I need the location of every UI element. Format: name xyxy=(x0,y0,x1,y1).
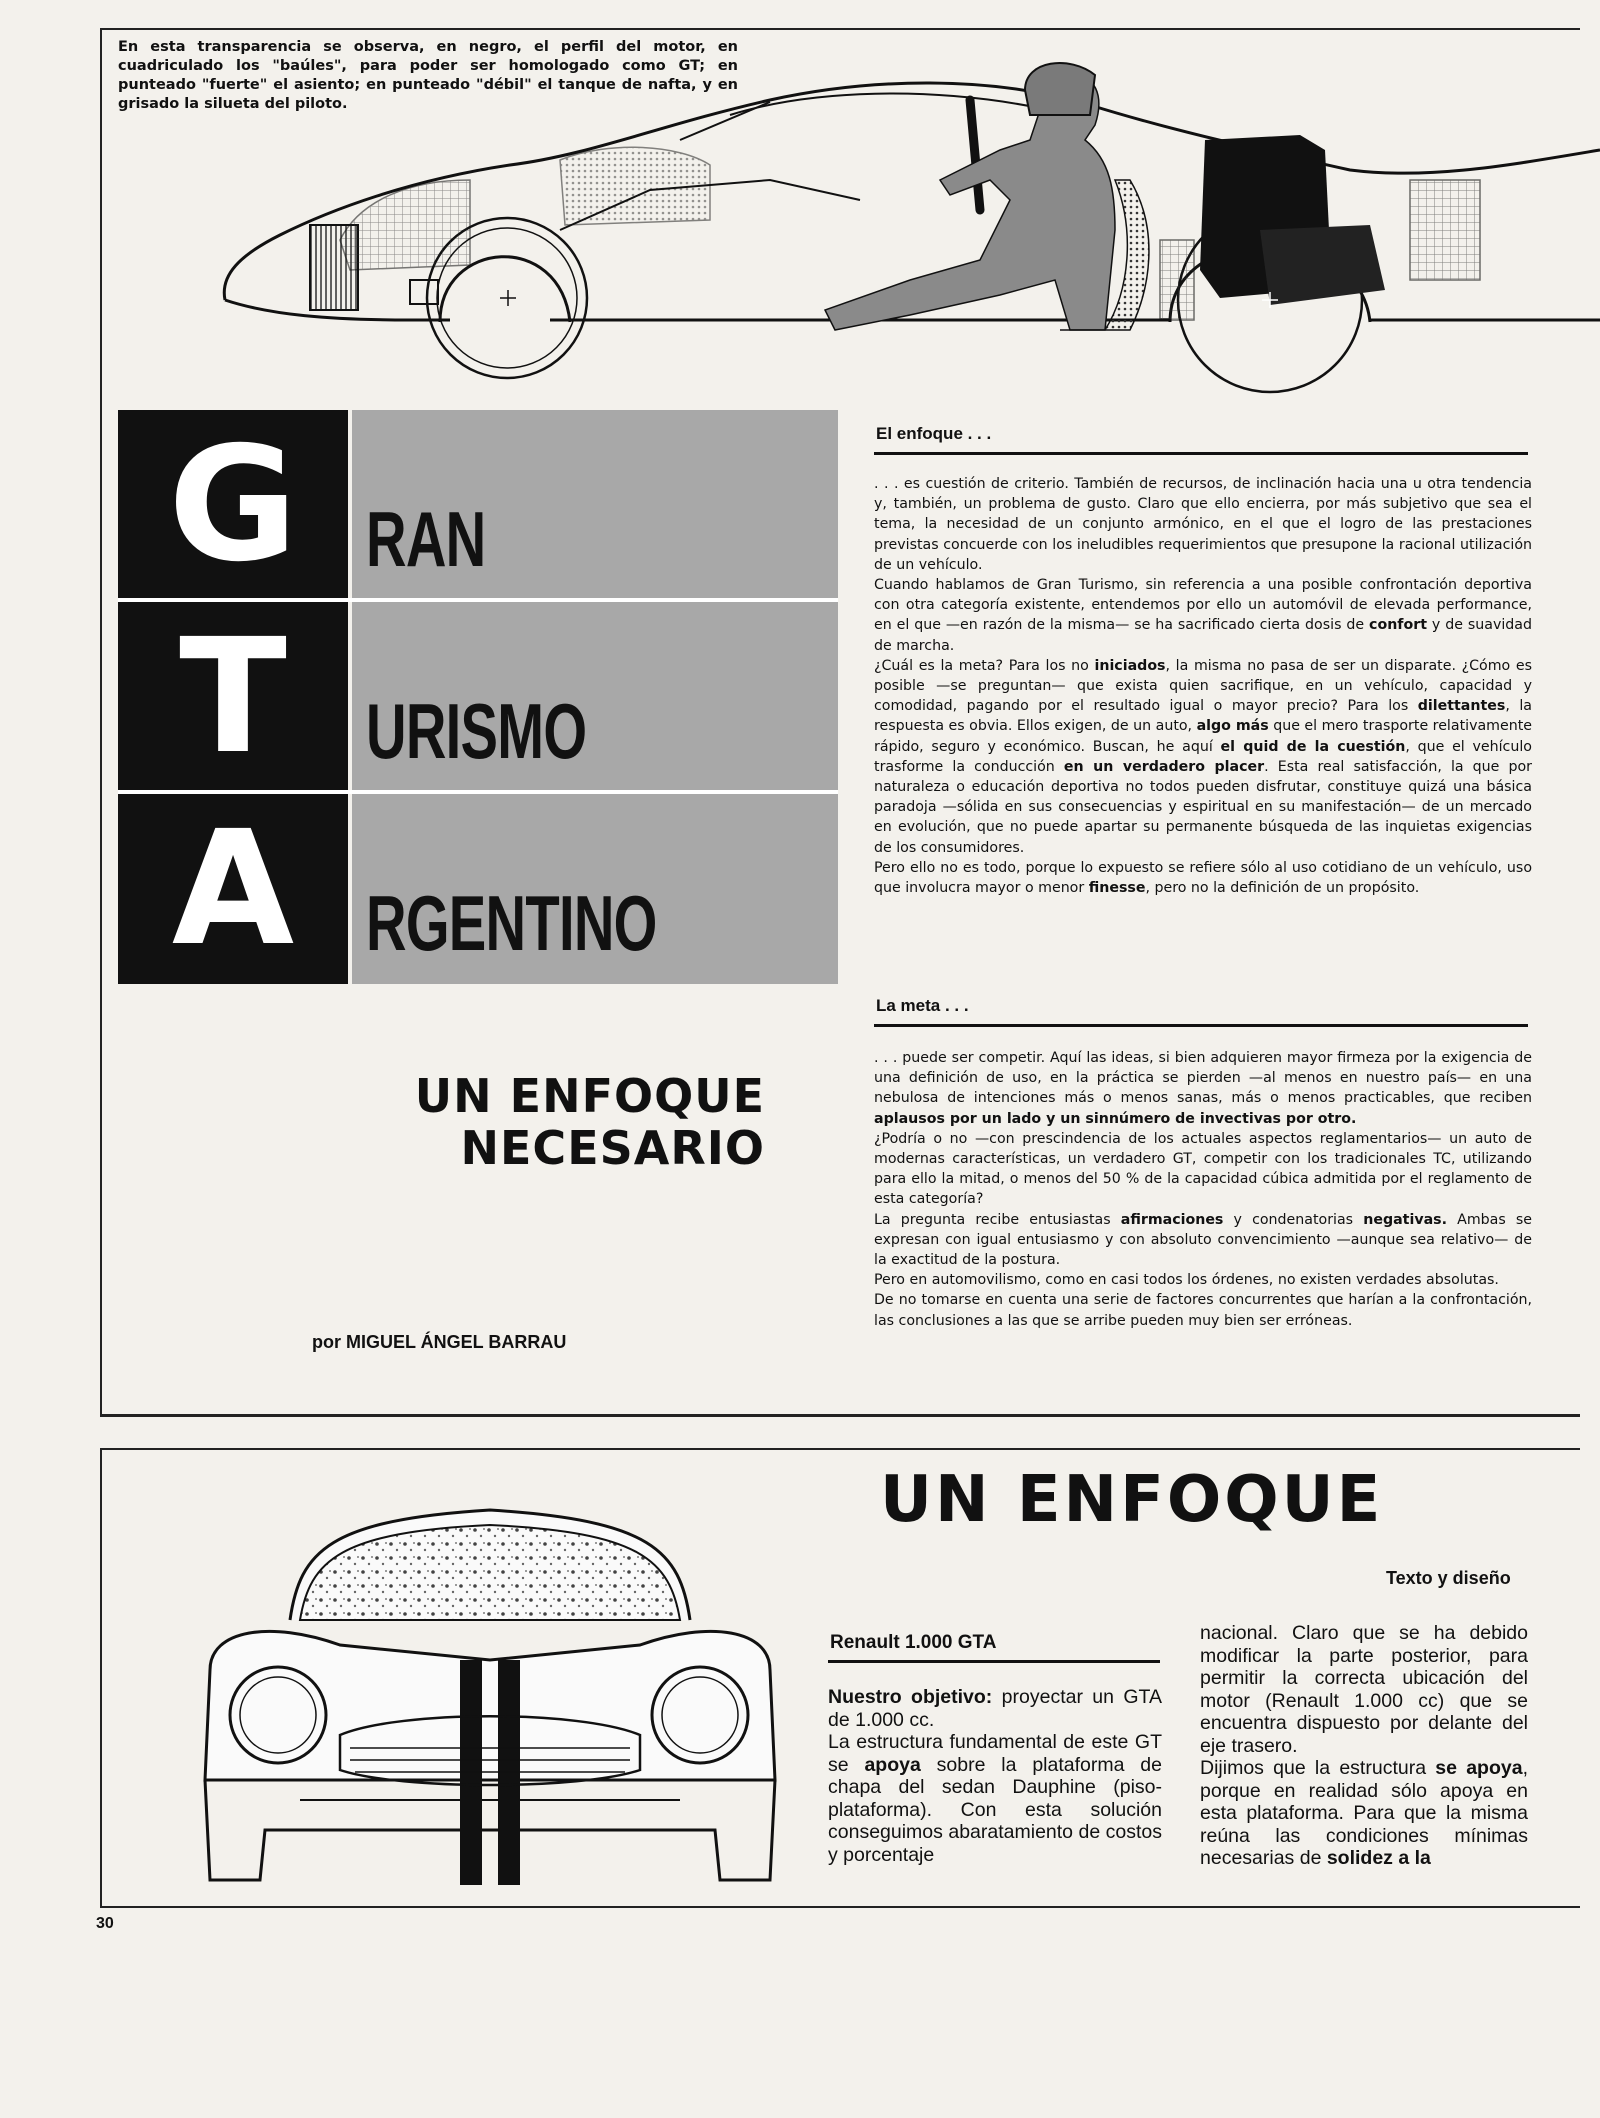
car-cutaway-illustration xyxy=(210,30,1600,420)
bottom-column-1 xyxy=(828,1686,1162,1866)
title-letter-g: G xyxy=(168,413,298,597)
subtitle-line-1: UN ENFOQUE xyxy=(414,1069,765,1123)
title-letter-cell xyxy=(118,794,348,984)
enfoque-paragraph-2: Cuando hablamos de Gran Turismo, sin referencia a una posible confrontación deportiva con otra categoría existente, entendemos por ello un automóvil de elevada performance, en el que —en razón de la misma— se ha sacrificado cierta dosis de confort y de suavidad de marcha. xyxy=(874,577,1533,654)
renault-heading-rule xyxy=(828,1660,1160,1663)
meta-paragraph-2: ¿Podría o no —con prescindencia de los actuales aspectos reglamentarios— un auto de modernas características, un verdadero GT, competir con los tradicionales TC, utilizando para ello la mitad, o menos del 50 % de la capacidad cúbica admitida por el reglamento de esta categoría? xyxy=(874,1130,1532,1208)
column-1-paragraph-2: La estructura fundamental de este GT se apoya sobre la plataforma de chapa del sedan Dauphine (piso-plataforma). Con esta solución conseguimos abaratamiento de costos y porcentaje xyxy=(828,1731,1162,1866)
column-2-paragraph-1: nacional. Claro que se ha debido modificar la parte posterior, para permitir la correcta ubicación del motor (Renault 1.000 cc) que se encuentra dispuesto por delante del eje trasero. xyxy=(1200,1622,1528,1757)
enfoque-heading-rule xyxy=(874,452,1528,455)
article-subtitle xyxy=(240,1070,765,1174)
meta-paragraph-3: La pregunta recibe entusiastas afirmaciones y condenatorias negativas. Ambas se expresan con igual entusiasmo y con absoluto convencimiento —aunque sea relativo— de la exactitud de la postura. xyxy=(874,1211,1533,1269)
section-divider-line xyxy=(100,1414,1580,1417)
title-letter-a: A xyxy=(171,797,295,981)
title-letter-t: T xyxy=(179,605,287,789)
subtitle-line-2: NECESARIO xyxy=(460,1121,765,1175)
meta-paragraph-4: Pero en automovilismo, como en casi todos los órdenes, no existen verdades absolutas. xyxy=(874,1272,1499,1289)
column-2-paragraph-2: Dijimos que la estructura se apoya, porque en realidad sólo apoya en esta plataforma. Para que la misma reúna las condiciones mínimas necesarias de solidez a la xyxy=(1200,1757,1528,1869)
title-word-cell xyxy=(352,410,838,600)
enfoque-heading: El enfoque . . . xyxy=(876,424,992,443)
enfoque-paragraph-3: ¿Cuál es la meta? Para los no iniciados, la misma no pasa de ser un disparate. ¿Cómo es posible —se preguntan— que exista quien sacrifique, en un vehículo, capacidad y comodidad, pagando por el resultado igual o mayor precio? Para los dilettantes, la respuesta es obvia. Ellos exigen, de un auto, algo más que el mero trasporte relativamente rápido, seguro y económico. Buscan, he aquí el quid de la cuestión, que el vehículo trasforme la conducción en un verdadero placer. Esta real satisfacción, la que por naturaleza o educación deportiva no todos pueden disfrutar, constituye quizá una básica paradoja —sólida en sus consecuencias y espiritual en su manifestación— de un mercado en evolución, que no puede apartar su permanente búsqueda de las inquietas exigencias de los consumidores. xyxy=(874,657,1533,856)
meta-paragraph-1: . . . puede ser competir. Aquí las ideas, si bien adquieren mayor firmeza por la exigencia de una definición de uso, en la práctica se pierden —al menos en nuestro país— en una nebulosa de intenciones más o menos sanas, más o menos practicables, que reciben aplausos por un lado y un sinnúmero de invectivas por otro. xyxy=(874,1050,1532,1127)
column-1-paragraph-1: Nuestro objetivo: proyectar un GTA de 1.000 cc. xyxy=(828,1686,1162,1731)
author-byline: por MIGUEL ÁNGEL BARRAU xyxy=(312,1332,567,1352)
meta-body xyxy=(874,1048,1532,1331)
illustration-caption: En esta transparencia se observa, en negro, el perfil del motor, en cuadriculado los "baúles", para poder ser homologado como GT; en punteado "fuerte" el asiento; en punteado "débil" el tanque de nafta, y en grisado la silueta del piloto. xyxy=(118,39,738,112)
title-word-cell xyxy=(352,794,838,984)
title-row-gran xyxy=(118,410,838,600)
title-letter-cell xyxy=(118,410,348,600)
meta-paragraph-5: De no tomarse en cuenta una serie de factores concurrentes que harían a la confrontación, las conclusiones a las que se arribe pueden muy bien ser erróneas. xyxy=(874,1292,1532,1329)
title-row-argentino xyxy=(118,794,838,984)
enfoque-paragraph-4: Pero ello no es todo, porque lo expuesto se refiere sólo al uso cotidiano de un vehículo, uso que involucra mayor o menor finesse, pero no la definición de un propósito. xyxy=(874,859,1532,897)
bottom-column-2 xyxy=(1200,1622,1528,1870)
page-number: 30 xyxy=(96,1915,114,1932)
title-word-argentino: RGENTINO xyxy=(366,879,657,967)
design-credit: Texto y diseño xyxy=(1386,1568,1511,1588)
title-word-gran: RAN xyxy=(366,495,486,583)
car-front-illustration xyxy=(150,1470,830,1910)
left-frame-line-top xyxy=(100,28,102,1416)
bottom-big-title: UN ENFOQUE xyxy=(880,1463,1384,1537)
meta-heading: La meta . . . xyxy=(876,996,969,1015)
enfoque-body xyxy=(874,474,1532,898)
meta-heading-rule xyxy=(874,1024,1528,1027)
title-word-turismo: URISMO xyxy=(366,687,587,775)
title-letter-cell xyxy=(118,602,348,792)
bottom-frame-top-line xyxy=(100,1448,1580,1450)
title-row-turismo xyxy=(118,602,838,792)
renault-section-heading: Renault 1.000 GTA xyxy=(830,1632,997,1653)
gta-title-block xyxy=(118,410,838,980)
bottom-frame-left-line xyxy=(100,1448,102,1908)
title-word-cell xyxy=(352,602,838,792)
enfoque-paragraph-1: . . . es cuestión de criterio. También de recursos, de inclinación hacia una u otra tendencia y, también, un problema de gusto. Claro que ello encierra, por más subjetivo que sea el tema, la necesidad de un conjunto armónico, en el que el logro de las prestaciones previstas concuerde con los ineludibles requerimientos que presupone la racional utilización de un vehículo. xyxy=(874,476,1532,573)
